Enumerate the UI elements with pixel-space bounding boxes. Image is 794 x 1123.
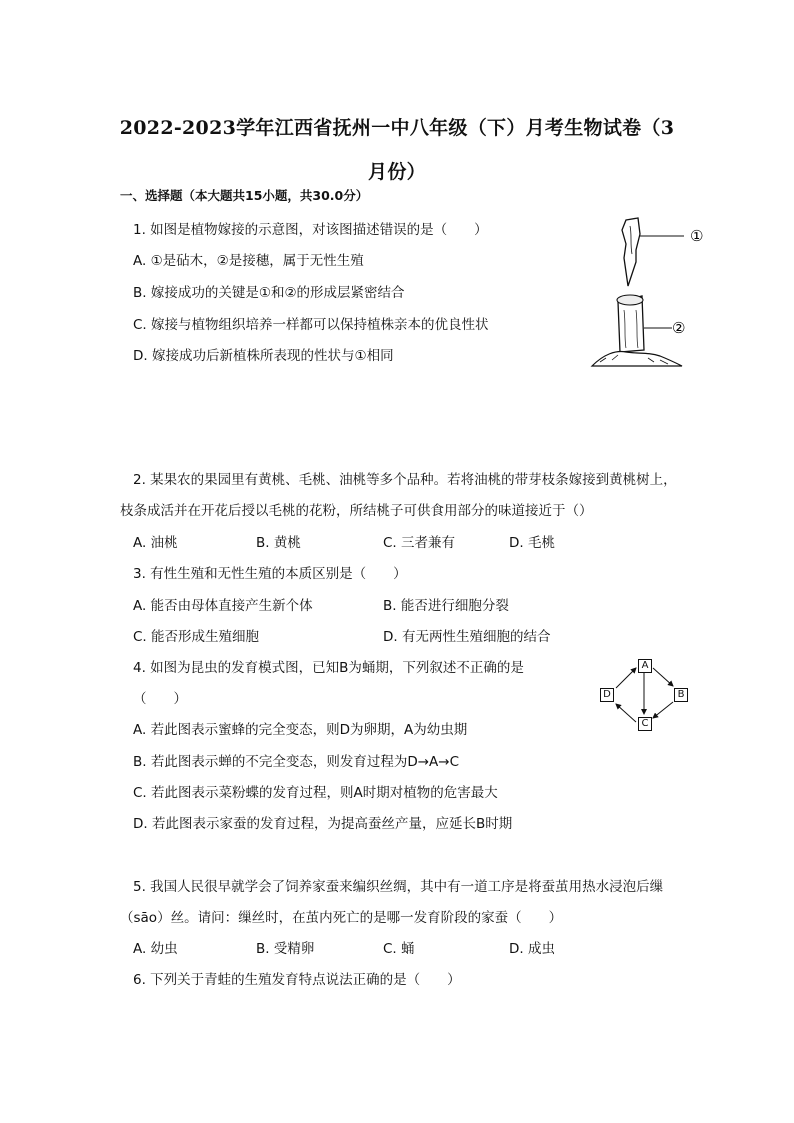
grafting-figure: [586, 214, 726, 370]
q4-option-c: C. 若此图表示菜粉蝶的发育过程，则A时期对植物的危害最大: [133, 785, 498, 801]
arrow-d-to-a: [616, 668, 636, 688]
q1-option-b: B. 嫁接成功的关键是①和②的形成层紧密结合: [133, 285, 405, 301]
fig-label-1: ①: [690, 227, 704, 245]
q3-stem: 3. 有性生殖和无性生殖的本质区别是（ ）: [133, 566, 407, 582]
title-line-2: 月份）: [368, 161, 426, 183]
q2-stem-line-1: 2. 某果农的果园里有黄桃、毛桃、油桃等多个品种。若将油桃的带芽枝条嫁接到黄桃树上，: [133, 472, 677, 488]
q1-stem: 1. 如图是植物嫁接的示意图，对该图描述错误的是（ ）: [133, 222, 488, 238]
insect-development-diagram: [596, 656, 696, 736]
q3-option-b: B. 能否进行细胞分裂: [383, 598, 509, 614]
stage-d-box: D: [600, 688, 614, 702]
q4-option-d: D. 若此图表示家蚕的发育过程，为提高蚕丝产量，应延长B时期: [133, 816, 513, 832]
q4-option-a: A. 若此图表示蜜蜂的完全变态，则D为卵期，A为幼虫期: [133, 722, 468, 738]
q3-option-a: A. 能否由母体直接产生新个体: [133, 598, 313, 614]
q2-option-b: B. 黄桃: [256, 535, 301, 551]
q5-option-d: D. 成虫: [509, 941, 555, 957]
scion-shape: [622, 218, 640, 286]
section-heading: 一、选择题（本大题共15小题，共30.0分）: [120, 188, 369, 203]
q4-stem-line-2: （ ）: [133, 691, 187, 707]
q3-option-c: C. 能否形成生殖细胞: [133, 629, 260, 645]
q4-stem-line-1: 4. 如图为昆虫的发育模式图，已知B为蛹期，下列叙述不正确的是: [133, 660, 524, 676]
q2-option-d: D. 毛桃: [509, 535, 555, 551]
q1-option-c: C. 嫁接与植物组织培养一样都可以保持植株亲本的优良性状: [133, 317, 489, 333]
q1-option-a: A. ①是砧木，②是接穗，属于无性生殖: [133, 253, 364, 269]
q5-option-a: A. 幼虫: [133, 941, 178, 957]
q5-stem-line-1: 5. 我国人民很早就学会了饲养家蚕来编织丝绸，其中有一道工序是将蚕茧用热水浸泡后缫: [133, 879, 664, 895]
fig-label-2: ②: [672, 319, 686, 337]
q5-option-c: C. 蛹: [383, 941, 415, 957]
title-line-1: 2022-2023学年江西省抚州一中八年级（下）月考生物试卷（3: [119, 117, 675, 139]
q2-option-c: C. 三者兼有: [383, 535, 456, 551]
q5-option-b: B. 受精卵: [256, 941, 315, 957]
arrow-a-to-b: [653, 668, 673, 686]
q2-option-a: A. 油桃: [133, 535, 178, 551]
stage-b-box: B: [674, 688, 688, 702]
q6-stem: 6. 下列关于青蛙的生殖发育特点说法正确的是（ ）: [133, 972, 461, 988]
arrow-c-to-d: [616, 704, 636, 722]
q5-stem-line-2: （sāo）丝。请问：缫丝时，在茧内死亡的是哪一发育阶段的家蚕（ ）: [120, 910, 563, 926]
q4-option-b: B. 若此图表示蝉的不完全变态，则发育过程为D→A→C: [133, 754, 460, 770]
q2-stem-line-2: 枝条成活并在开花后授以毛桃的花粉，所结桃子可供食用部分的味道接近于（）: [120, 503, 593, 519]
stage-c-box: C: [638, 717, 652, 731]
arrow-b-to-c: [653, 702, 673, 718]
q3-option-d: D. 有无两性生殖细胞的结合: [383, 629, 551, 645]
page-title: [100, 106, 694, 194]
stage-a-box: A: [638, 659, 652, 673]
q1-option-d: D. 嫁接成功后新植株所表现的性状与①相同: [133, 348, 394, 364]
